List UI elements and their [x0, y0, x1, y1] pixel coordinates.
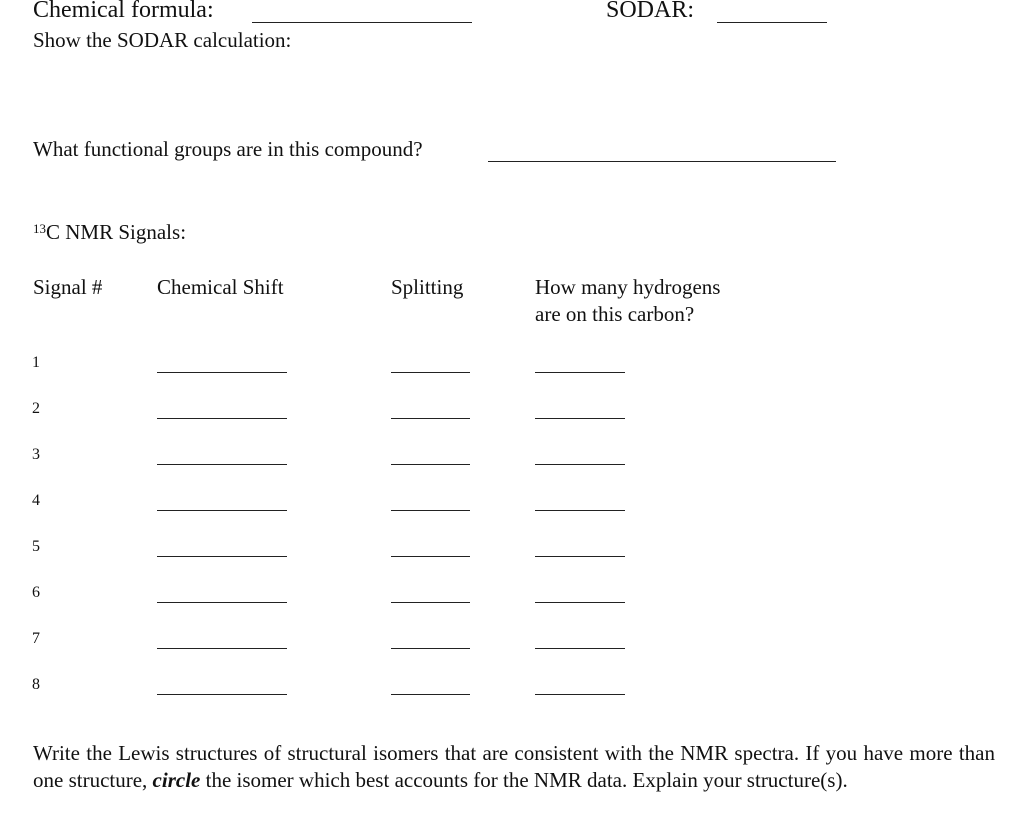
- column-header-hydrogens-line1: How many hydrogens: [535, 275, 721, 299]
- column-header-hydrogens-line2: are on this carbon?: [535, 302, 695, 326]
- chemical-shift-blank[interactable]: [157, 464, 287, 465]
- splitting-blank[interactable]: [391, 648, 470, 649]
- signal-number: 6: [32, 584, 40, 601]
- signal-number: 5: [32, 538, 40, 555]
- instructions-part2: the isomer which best accounts for the NMR data. Explain your structure(s).: [200, 768, 848, 792]
- signal-number: 3: [32, 446, 40, 463]
- splitting-blank[interactable]: [391, 602, 470, 603]
- chemical-formula-blank[interactable]: [252, 22, 472, 23]
- isotope-superscript: 13: [33, 221, 46, 236]
- hydrogens-blank[interactable]: [535, 602, 625, 603]
- signal-number: 1: [32, 354, 40, 371]
- signal-number: 7: [32, 630, 40, 647]
- chemical-shift-blank[interactable]: [157, 556, 287, 557]
- splitting-blank[interactable]: [391, 556, 470, 557]
- chemical-shift-blank[interactable]: [157, 418, 287, 419]
- sodar-calculation-prompt: Show the SODAR calculation:: [33, 28, 292, 52]
- sodar-label: SODAR:: [606, 0, 695, 23]
- splitting-blank[interactable]: [391, 510, 470, 511]
- hydrogens-blank[interactable]: [535, 556, 625, 557]
- lewis-structure-instructions: [33, 740, 995, 794]
- column-header-chemical-shift: Chemical Shift: [157, 275, 284, 299]
- nmr-signals-heading: [33, 220, 186, 245]
- nmr-heading-text: C NMR Signals:: [46, 220, 187, 244]
- column-header-signal: Signal #: [33, 275, 103, 299]
- splitting-blank[interactable]: [391, 694, 470, 695]
- hydrogens-blank[interactable]: [535, 464, 625, 465]
- chemical-formula-label: Chemical formula:: [33, 0, 214, 23]
- hydrogens-blank[interactable]: [535, 510, 625, 511]
- signal-number: 4: [32, 492, 40, 509]
- sodar-blank[interactable]: [717, 22, 827, 23]
- column-header-splitting: Splitting: [391, 275, 464, 299]
- splitting-blank[interactable]: [391, 464, 470, 465]
- signal-number: 2: [32, 400, 40, 417]
- instructions-part1: Write the Lewis structures of structural isomers that are consistent with the NMR spectra. If you have more than one structure,: [33, 741, 995, 792]
- hydrogens-blank[interactable]: [535, 372, 625, 373]
- chemical-shift-blank[interactable]: [157, 510, 287, 511]
- splitting-blank[interactable]: [391, 418, 470, 419]
- hydrogens-blank[interactable]: [535, 418, 625, 419]
- chemical-shift-blank[interactable]: [157, 648, 287, 649]
- splitting-blank[interactable]: [391, 372, 470, 373]
- functional-groups-question: What functional groups are in this compound?: [33, 137, 423, 161]
- chemical-shift-blank[interactable]: [157, 602, 287, 603]
- functional-groups-blank[interactable]: [488, 161, 836, 162]
- circle-emphasis: circle: [152, 768, 201, 792]
- signal-number: 8: [32, 676, 40, 693]
- hydrogens-blank[interactable]: [535, 648, 625, 649]
- hydrogens-blank[interactable]: [535, 694, 625, 695]
- chemical-shift-blank[interactable]: [157, 372, 287, 373]
- chemical-shift-blank[interactable]: [157, 694, 287, 695]
